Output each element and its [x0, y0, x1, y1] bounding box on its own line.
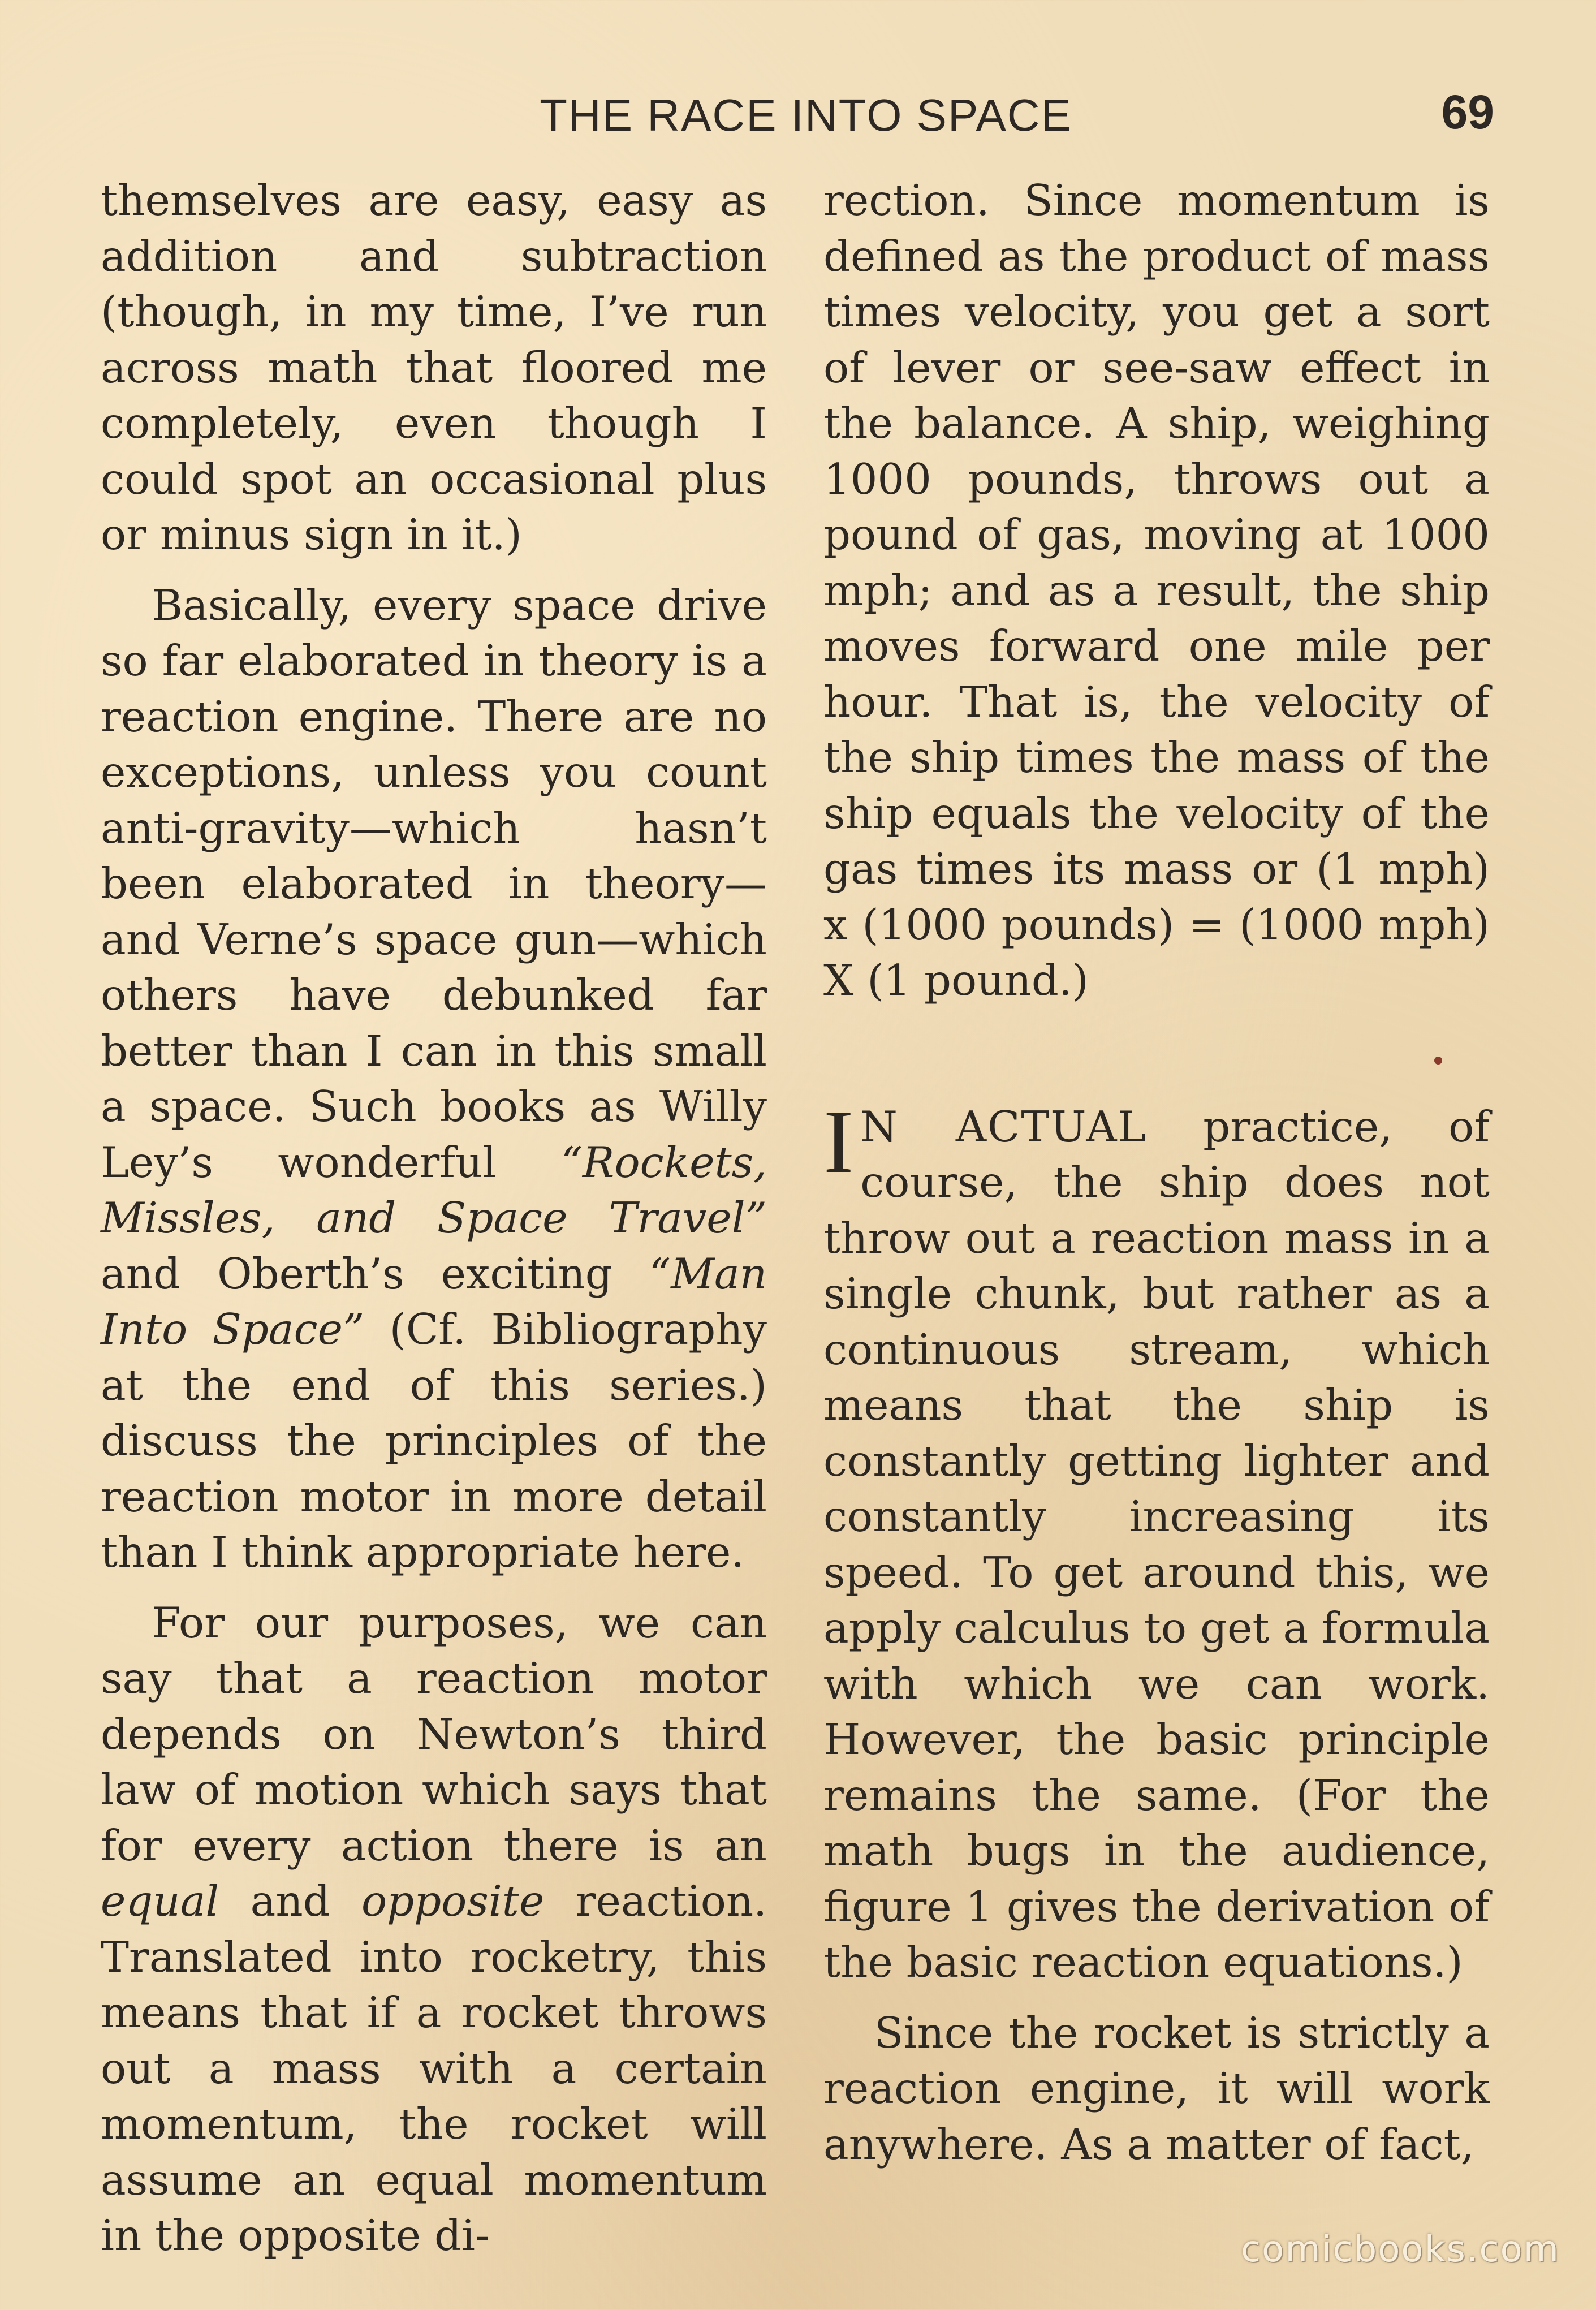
left-paragraph-2-text-c: (Cf. Bibliography at the end of this series.) discuss the principles of the reaction motor in more detail than I think appropriate here.: [101, 1304, 767, 1577]
section-break-dot: [1434, 1057, 1442, 1065]
drop-cap-letter: I: [823, 1091, 854, 1192]
right-paragraph-1: rection. Since momentum is defined as the product of mass times velocity, you get a sort of lever or see-saw effect in the balance. A ship, weighing 1000 pounds, throws out a pound of gas, moving at 1000 mph; and as a result, the ship moves forward one mile per hour. That is, the velocity of the ship times the mass of the ship equals the velocity of the gas times its mass or (1 mph) x (1000 pounds) = (1000 mph) X (1 pound.): [823, 175, 1490, 1005]
left-paragraph-3-text-b: and: [219, 1876, 361, 1926]
section-lead-in: N ACTUAL: [860, 1101, 1148, 1152]
right-paragraph-3: Since the rocket is strictly a reaction engine, it will work anywhere. As a matter of fact,: [823, 2007, 1490, 2169]
left-paragraph-2: [101, 578, 767, 1580]
right-paragraph-2: [823, 1091, 1490, 1990]
page-number: 69: [1441, 85, 1494, 139]
book-title-rockets: “Rockets, Missles, and Space Travel”: [101, 1137, 767, 1243]
left-paragraph-3: [101, 1595, 767, 2264]
left-column: [101, 173, 767, 2264]
emphasis-equal: equal: [101, 1876, 219, 1926]
left-paragraph-2-text-a: Basically, every space drive so far elaborated in theory is a reaction engine. There are no exceptions, unless you count anti-gravity—which hasn’t been elaborated in theory—and Verne’s space gun—which others have debunked far better than I can in this small a space. Such books as Willy Ley’s wonderful: [101, 580, 767, 1187]
site-watermark: comicbooks.com: [1240, 2229, 1560, 2270]
right-column: [823, 173, 1490, 2172]
emphasis-opposite: opposite: [361, 1876, 545, 1926]
left-paragraph-2-text-b: and Oberth’s exciting: [101, 1248, 649, 1299]
left-paragraph-3-text-c: reaction. Translated into rocketry, this means that if a rocket throws out a mass with a certain momentum, the rocket will assume an equal momentum in the opposite di-: [101, 1876, 767, 2260]
running-header-title: THE RACE INTO SPACE: [540, 90, 1072, 140]
left-paragraph-3-text-a: For our purposes, we can say that a reaction motor depends on Newton’s third law of motion which says that for every action there is an: [101, 1597, 767, 1871]
right-paragraph-2-text: practice, of course, the ship does not throw out a reaction mass in a single chunk, but rather as a continuous stream, which means that the ship is constantly getting lighter and constantly increasing its speed. To get around this, we apply calculus to get a formula with which we can work. However, the basic principle remains the same. (For the math bugs in the audience, figure 1 gives the derivation of the basic reaction equations.): [823, 1101, 1490, 1987]
left-paragraph-1: themselves are easy, easy as addition and subtraction (though, in my time, I’ve run across math that floored me completely, even though I could spot an occasional plus or minus sign in it.): [101, 175, 767, 559]
book-title-man-into-space: “Man Into Space”: [101, 1248, 767, 1354]
